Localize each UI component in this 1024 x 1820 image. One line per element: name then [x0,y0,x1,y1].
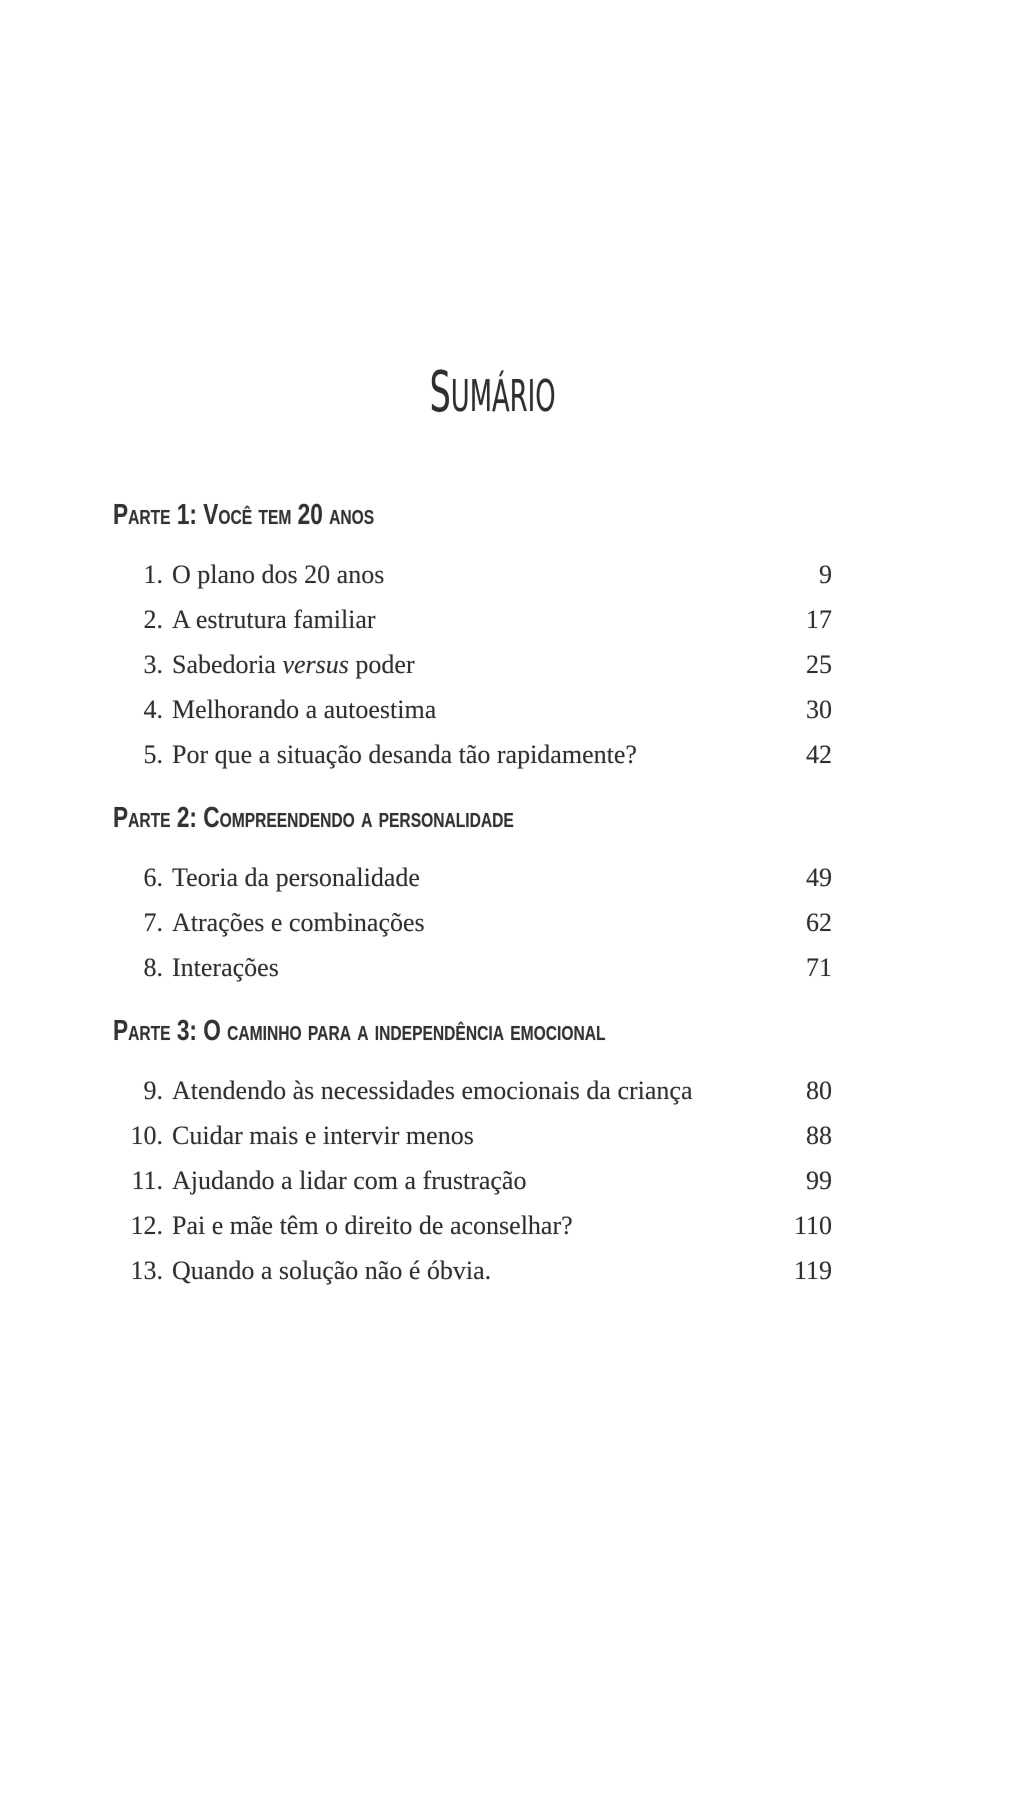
chapter-title [163,1211,772,1241]
toc-entry [113,650,832,680]
chapter-number: 2. [143,605,163,634]
chapter-title [163,1076,772,1106]
chapter-number: 1. [143,560,163,589]
page-number: 71 [806,953,832,982]
toc-entry [113,560,832,590]
toc-entry [113,863,832,893]
chapter-title-text: Por que a situação desanda tão rapidamente? [172,740,637,769]
toc-content [113,359,832,1286]
chapter-number: 9. [143,1076,163,1105]
page-number: 17 [806,605,832,634]
page-number: 49 [806,863,832,892]
chapter-title [163,695,772,725]
chapter-title [163,953,772,983]
toc-entry [113,953,832,983]
page-number: 110 [793,1211,832,1240]
page-number: 99 [806,1166,832,1195]
chapter-title [163,740,772,770]
page-number: 62 [806,908,832,937]
part-section-3 [113,1016,832,1286]
chapter-title-text: Teoria da personalidade [172,863,420,892]
page-number: 30 [806,695,832,724]
chapter-title-text: Atrações e combinações [172,908,425,937]
chapter-title [163,1121,772,1151]
chapter-title-text: Ajudando a lidar com a frustração [172,1166,527,1195]
chapter-number: 3. [143,650,163,679]
chapter-title-text: Sabedoria [172,650,283,679]
toc-entry [113,1166,832,1196]
chapter-title-emphasis: versus [282,650,349,679]
page-number: 25 [806,650,832,679]
chapter-number: 8. [143,953,163,982]
chapter-title-text: Quando a solução não é óbvia. [172,1256,492,1285]
part-section-1 [113,500,832,770]
chapter-title [163,863,772,893]
chapter-title-text: Melhorando a autoestima [172,695,437,724]
page-number: 88 [806,1121,832,1150]
toc-entry [113,908,832,938]
chapter-title [163,605,772,635]
chapter-title-text: Cuidar mais e intervir menos [172,1121,474,1150]
toc-entry [113,695,832,725]
chapter-title-text: O plano dos 20 anos [172,560,385,589]
chapter-number: 6. [143,863,163,892]
chapter-title-text: Pai e mãe têm o direito de aconselhar? [172,1211,573,1240]
chapter-number: 11. [131,1166,163,1195]
chapter-title [163,1166,772,1196]
chapter-title-text: A estrutura familiar [172,605,376,634]
chapter-list [113,1076,832,1286]
part-section-2 [113,803,832,983]
chapter-number: 5. [143,740,163,769]
chapter-number: 4. [143,695,163,724]
chapter-title [163,1256,772,1286]
toc-entry [113,1076,832,1106]
page-number: 119 [793,1256,832,1285]
page-number: 42 [806,740,832,769]
chapter-list [113,560,832,770]
part-heading: Parte 2: Compreendendo a personalidade [113,802,514,834]
toc-entry [113,605,832,635]
page-number: 80 [806,1076,832,1105]
toc-entry [113,1256,832,1286]
chapter-title [163,650,772,680]
page-title: SUMÁRIO [429,359,556,425]
chapter-title-text: Interações [172,953,279,982]
chapter-title-text: Atendendo às necessidades emocionais da criança [172,1076,693,1105]
chapter-number: 13. [130,1256,163,1285]
page-title-wrap [133,359,852,425]
chapter-number: 10. [130,1121,163,1150]
chapter-title [163,908,772,938]
toc-entry [113,740,832,770]
page-number: 9 [819,560,832,589]
chapter-title [163,560,772,590]
chapter-list [113,863,832,983]
part-heading: Parte 3: O caminho para a independência emocional [113,1015,606,1047]
chapter-number: 12. [130,1211,163,1240]
chapter-title-text-after: poder [348,650,415,679]
toc-entry [113,1121,832,1151]
toc-entry [113,1211,832,1241]
part-heading: Parte 1: Você tem 20 anos [113,499,375,531]
chapter-number: 7. [143,908,163,937]
